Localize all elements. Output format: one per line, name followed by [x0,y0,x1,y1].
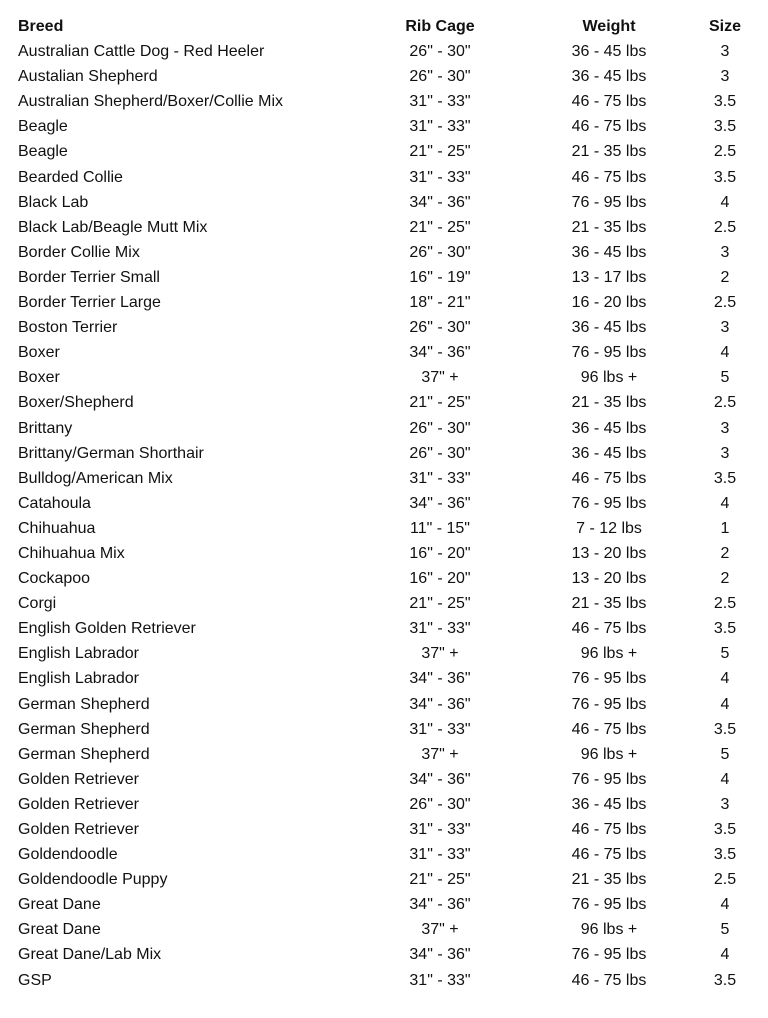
breed-cell: Chihuahua [18,519,96,537]
table-row [0,666,768,691]
size-cell: 1 [720,519,730,537]
size-cell: 3.5 [713,620,737,638]
table-row [0,365,768,390]
table-row [0,240,768,265]
weight-cell: 76 - 95 lbs [571,896,647,914]
weight-cell: 21 - 35 lbs [571,143,647,161]
table-row [0,165,768,190]
rib-cage-cell: 37" + [421,745,459,763]
breed-cell: Bulldog/American Mix [18,469,173,487]
rib-cage-cell: 21" - 25" [409,394,471,412]
breed-cell: Border Terrier Small [18,268,160,286]
table-row [0,215,768,240]
table-row [0,692,768,717]
rib-cage-cell: 34" - 36" [409,494,471,512]
size-cell: 4 [720,670,730,688]
rib-cage-cell: 16" - 20" [409,570,471,588]
size-cell: 3 [720,444,730,462]
size-cell: 5 [720,369,730,387]
rib-cage-cell: 34" - 36" [409,946,471,964]
table-row [0,491,768,516]
weight-cell: 96 lbs + [580,369,638,387]
table-row [0,942,768,967]
size-cell: 2 [720,268,730,286]
size-cell: 4 [720,494,730,512]
rib-cage-cell: 26" - 30" [409,444,471,462]
rib-cage-cell: 34" - 36" [409,193,471,211]
rib-cage-cell: 37" + [421,369,459,387]
table-row [0,817,768,842]
rib-cage-cell: 31" - 33" [409,821,471,838]
weight-cell: 46 - 75 lbs [571,720,647,738]
rib-cage-cell: 34" - 36" [409,770,471,788]
weight-cell: 96 lbs + [580,645,638,663]
weight-cell: 96 lbs + [580,921,638,939]
weight-cell: 96 lbs + [580,745,638,763]
table-row [0,466,768,491]
rib-cage-cell: 31" - 33" [409,469,471,487]
table-row [0,441,768,466]
weight-cell: 21 - 35 lbs [571,871,647,889]
weight-cell: 36 - 45 lbs [571,444,647,462]
breed-cell: Border Collie Mix [18,243,140,261]
rib-cage-cell: 31" - 33" [409,168,471,186]
weight-cell: 21 - 35 lbs [571,595,647,613]
rib-cage-cell: 31" - 33" [409,846,471,864]
breed-cell: Black Lab/Beagle Mutt Mix [18,218,208,236]
rib-cage-cell: 26" - 30" [409,43,471,61]
table-row [0,190,768,215]
size-cell: 2.5 [713,394,737,412]
rib-cage-cell: 31" - 33" [409,620,471,638]
table-row [0,39,768,64]
weight-cell: 7 - 12 lbs [576,519,642,537]
breed-cell: English Labrador [18,645,139,663]
table-row [0,792,768,817]
weight-cell: 76 - 95 lbs [571,494,647,512]
breed-cell: Australian Shepherd/Boxer/Collie Mix [18,93,284,111]
weight-cell: 46 - 75 lbs [571,846,647,864]
table-row [0,842,768,867]
breed-cell: Bearded Collie [18,168,123,186]
weight-cell: 76 - 95 lbs [571,344,647,362]
table-row [0,767,768,792]
size-cell: 2.5 [713,595,737,613]
breed-cell: Black Lab [18,193,89,211]
breed-cell: English Labrador [18,670,139,688]
table-row [0,566,768,591]
weight-cell: 46 - 75 lbs [571,469,647,487]
size-cell: 4 [720,896,730,914]
size-cell: 3 [720,68,730,86]
table-row [0,64,768,89]
weight-cell: 76 - 95 lbs [571,193,647,211]
table-row [0,114,768,139]
breed-cell: Australian Cattle Dog - Red Heeler [18,43,265,61]
breed-column-header: Breed [18,18,64,35]
breed-cell: Goldendoodle Puppy [18,871,168,889]
weight-cell: 76 - 95 lbs [571,770,647,788]
rib-cage-cell: 34" - 36" [409,344,471,362]
rib-cage-cell: 31" - 33" [409,118,471,136]
size-cell: 5 [720,745,730,763]
rib-cage-cell: 34" - 36" [409,695,471,713]
rib-cage-cell: 26" - 30" [409,419,471,437]
breed-cell: Boston Terrier [18,319,118,337]
size-cell: 2 [720,544,730,562]
breed-cell: German Shepherd [18,720,150,738]
weight-cell: 36 - 45 lbs [571,68,647,86]
breed-cell: Golden Retriever [18,770,139,788]
breed-cell: Boxer [18,344,60,362]
weight-cell: 21 - 35 lbs [571,394,647,412]
rib-cage-cell: 26" - 30" [409,795,471,813]
breed-cell: Catahoula [18,494,91,512]
breed-cell: English Golden Retriever [18,620,196,638]
weight-cell: 13 - 20 lbs [571,544,647,562]
rib-cage-cell: 26" - 30" [409,68,471,86]
breed-cell: Cockapoo [18,570,91,588]
size-cell: 2.5 [713,871,737,889]
weight-cell: 76 - 95 lbs [571,695,647,713]
size-cell: 3 [720,795,730,813]
table-row [0,315,768,340]
breed-cell: Golden Retriever [18,795,139,813]
rib-cage-cell: 16" - 20" [409,544,471,562]
weight-cell: 13 - 17 lbs [571,268,647,286]
size-cell: 4 [720,770,730,788]
size-cell: 5 [720,645,730,663]
weight-cell: 46 - 75 lbs [571,971,647,989]
rib-cage-cell: 11" - 15" [410,519,470,537]
rib-cage-cell: 31" - 33" [409,971,471,989]
rib-cage-cell: 26" - 30" [409,243,471,261]
table-row [0,390,768,415]
table-row [0,139,768,164]
table-body [0,39,768,993]
rib-cage-cell: 21" - 25" [409,871,471,889]
weight-cell: 36 - 45 lbs [571,319,647,337]
size-cell: 3.5 [713,168,737,186]
size-cell: 2.5 [713,143,737,161]
breed-cell: Austalian Shepherd [18,68,158,86]
weight-cell: 46 - 75 lbs [571,821,647,838]
weight-cell: 21 - 35 lbs [571,218,647,236]
weight-cell: 36 - 45 lbs [571,795,647,813]
breed-cell: Golden Retriever [18,821,139,838]
rib-cage-cell: 37" + [421,645,459,663]
table-row [0,541,768,566]
table-row [0,742,768,767]
size-cell: 4 [720,946,730,964]
header-row [0,14,768,39]
breed-cell: Great Dane [18,896,101,914]
table-row [0,892,768,917]
size-cell: 3.5 [713,118,737,136]
weight-cell: 36 - 45 lbs [571,419,647,437]
rib-cage-cell: 18" - 21" [409,294,471,312]
size-cell: 5 [720,921,730,939]
size-cell: 4 [720,695,730,713]
size-cell: 4 [720,193,730,211]
size-cell: 2.5 [713,218,737,236]
size-cell: 4 [720,344,730,362]
size-cell: 3.5 [713,846,737,864]
size-cell: 3 [720,43,730,61]
weight-cell: 76 - 95 lbs [571,670,647,688]
table-row [0,416,768,441]
weight-cell: 36 - 45 lbs [571,43,647,61]
size-cell: 3.5 [713,821,737,838]
size-column-header: Size [708,18,741,35]
rib-cage-cell: 16" - 19" [409,268,471,286]
rib-cage-cell: 34" - 36" [409,896,471,914]
weight-cell: 13 - 20 lbs [571,570,647,588]
weight-cell: 46 - 75 lbs [571,168,647,186]
size-cell: 3 [720,319,730,337]
table-row [0,290,768,315]
rib-cage-cell: 31" - 33" [409,93,471,111]
rib-cage-cell: 26" - 30" [409,319,471,337]
breed-cell: German Shepherd [18,745,150,763]
table-row [0,340,768,365]
breed-cell: Brittany/German Shorthair [18,444,204,462]
breed-cell: Brittany [18,419,73,437]
table-row [0,89,768,114]
size-cell: 3.5 [713,469,737,487]
rib-cage-cell: 34" - 36" [409,670,471,688]
breed-cell: German Shepherd [18,695,150,713]
table-row [0,717,768,742]
breed-cell: Corgi [18,595,57,613]
table-row [0,867,768,892]
weight-cell: 76 - 95 lbs [571,946,647,964]
table-row [0,641,768,666]
breed-cell: Beagle [18,118,68,136]
table-row [0,516,768,541]
weight-column-header: Weight [582,18,636,35]
rib-cage-cell: 31" - 33" [409,720,471,738]
breed-cell: Boxer [18,369,60,387]
rib-cage-cell: 21" - 25" [409,218,471,236]
breed-cell: Beagle [18,143,68,161]
breed-cell: Goldendoodle [18,846,118,864]
breed-cell: Great Dane/Lab Mix [18,946,162,964]
size-cell: 3 [720,243,730,261]
table-row [0,616,768,641]
breed-cell: Chihuahua Mix [18,544,125,562]
breed-cell: Boxer/Shepherd [18,394,134,412]
size-cell: 3 [720,419,730,437]
weight-cell: 46 - 75 lbs [571,118,647,136]
breed-cell: Great Dane [18,921,101,939]
rib-cage-column-header: Rib Cage [405,18,475,35]
breed-size-table [0,14,768,993]
table-row [0,591,768,616]
table-row [0,917,768,942]
weight-cell: 46 - 75 lbs [571,93,647,111]
table-row [0,968,768,993]
weight-cell: 46 - 75 lbs [571,620,647,638]
table-row [0,265,768,290]
weight-cell: 16 - 20 lbs [571,294,647,312]
weight-cell: 36 - 45 lbs [571,243,647,261]
size-cell: 3.5 [713,93,737,111]
breed-cell: Border Terrier Large [18,294,161,312]
breed-cell: GSP [18,971,52,989]
size-cell: 3.5 [713,720,737,738]
rib-cage-cell: 21" - 25" [409,143,471,161]
size-cell: 2 [720,570,730,588]
size-cell: 3.5 [713,971,737,989]
rib-cage-cell: 21" - 25" [409,595,471,613]
rib-cage-cell: 37" + [421,921,459,939]
size-cell: 2.5 [713,294,737,312]
